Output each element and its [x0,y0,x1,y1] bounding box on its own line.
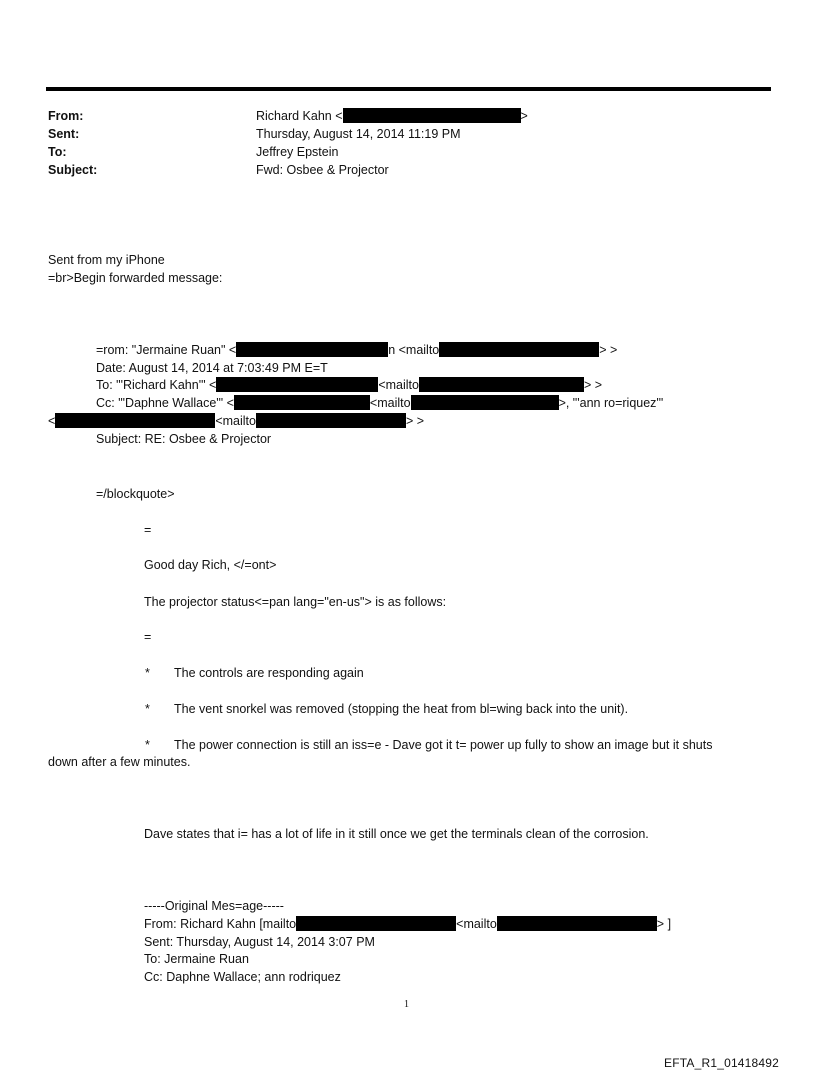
list-item: The power connection is still an iss=e - Dave got it t= power up fully to show an image but it shuts [174,738,713,752]
redaction-block [216,377,378,392]
to-value: Jeffrey Epstein [256,145,339,159]
redaction-block [419,377,584,392]
fwd-subject-line: Subject: RE: Osbee & Projector [96,432,272,446]
fwd-cc-line: Cc: "'Daphne Wallace'" < <mailto >, "'ann ro=riquez'" [96,396,664,410]
greeting: Good day Rich, </=ont> [144,558,277,572]
to-label: To: [48,145,67,159]
redaction-block [296,916,456,931]
sent-label: Sent: [48,127,80,141]
redaction-block [256,413,406,428]
list-item: The controls are responding again [174,666,364,680]
redaction-block [439,342,599,357]
fwd-cc-continuation: < <mailto > > [48,414,425,428]
list-item: The vent snorkel was removed (stopping the heat from bl=wing back into the unit). [174,702,629,716]
redaction-block [234,395,370,410]
redaction-block [236,342,388,357]
bullet-marker: * [145,738,150,752]
redaction-block [497,916,657,931]
page-number: 1 [404,999,409,1010]
equals-line: = [144,630,152,644]
blockquote-end: =/blockquote> [96,487,175,501]
fwd-to-line: To: "'Richard Kahn'" < <mailto > > [96,378,603,392]
list-item-wrap: down after a few minutes. [48,755,191,769]
orig-cc-line: Cc: Daphne Wallace; ann rodriquez [144,970,341,984]
bullet-marker: * [145,666,150,680]
subject-label: Subject: [48,163,98,177]
subject-value: Fwd: Osbee & Projector [256,163,389,177]
fwd-date-line: Date: August 14, 2014 at 7:03:49 PM E=T [96,361,328,375]
orig-from-line: From: Richard Kahn [mailto <mailto > ] [144,917,672,931]
dave-paragraph: Dave states that i= has a lot of life in it still once we get the terminals clean of the corrosion. [144,827,649,841]
fwd-from-line: =rom: "Jermaine Ruan" < n <mailto > > [96,343,618,357]
from-value: Richard Kahn < > [256,109,528,123]
redaction-block [411,395,559,410]
intro-line-2: =br>Begin forwarded message: [48,271,223,285]
equals-line: = [144,523,152,537]
original-separator: -----Original Mes=age----- [144,899,284,913]
sent-value: Thursday, August 14, 2014 11:19 PM [256,127,461,141]
orig-sent-line: Sent: Thursday, August 14, 2014 3:07 PM [144,935,375,949]
bullet-marker: * [145,702,150,716]
redaction-block [343,108,521,123]
header-rule [46,87,771,91]
from-label: From: [48,109,84,123]
intro-line-1: Sent from my iPhone [48,253,165,267]
redaction-block [55,413,215,428]
document-id: EFTA_R1_01418492 [664,1056,780,1070]
orig-to-line: To: Jermaine Ruan [144,952,249,966]
status-intro: The projector status<=pan lang="en-us"> is as follows: [144,595,447,609]
